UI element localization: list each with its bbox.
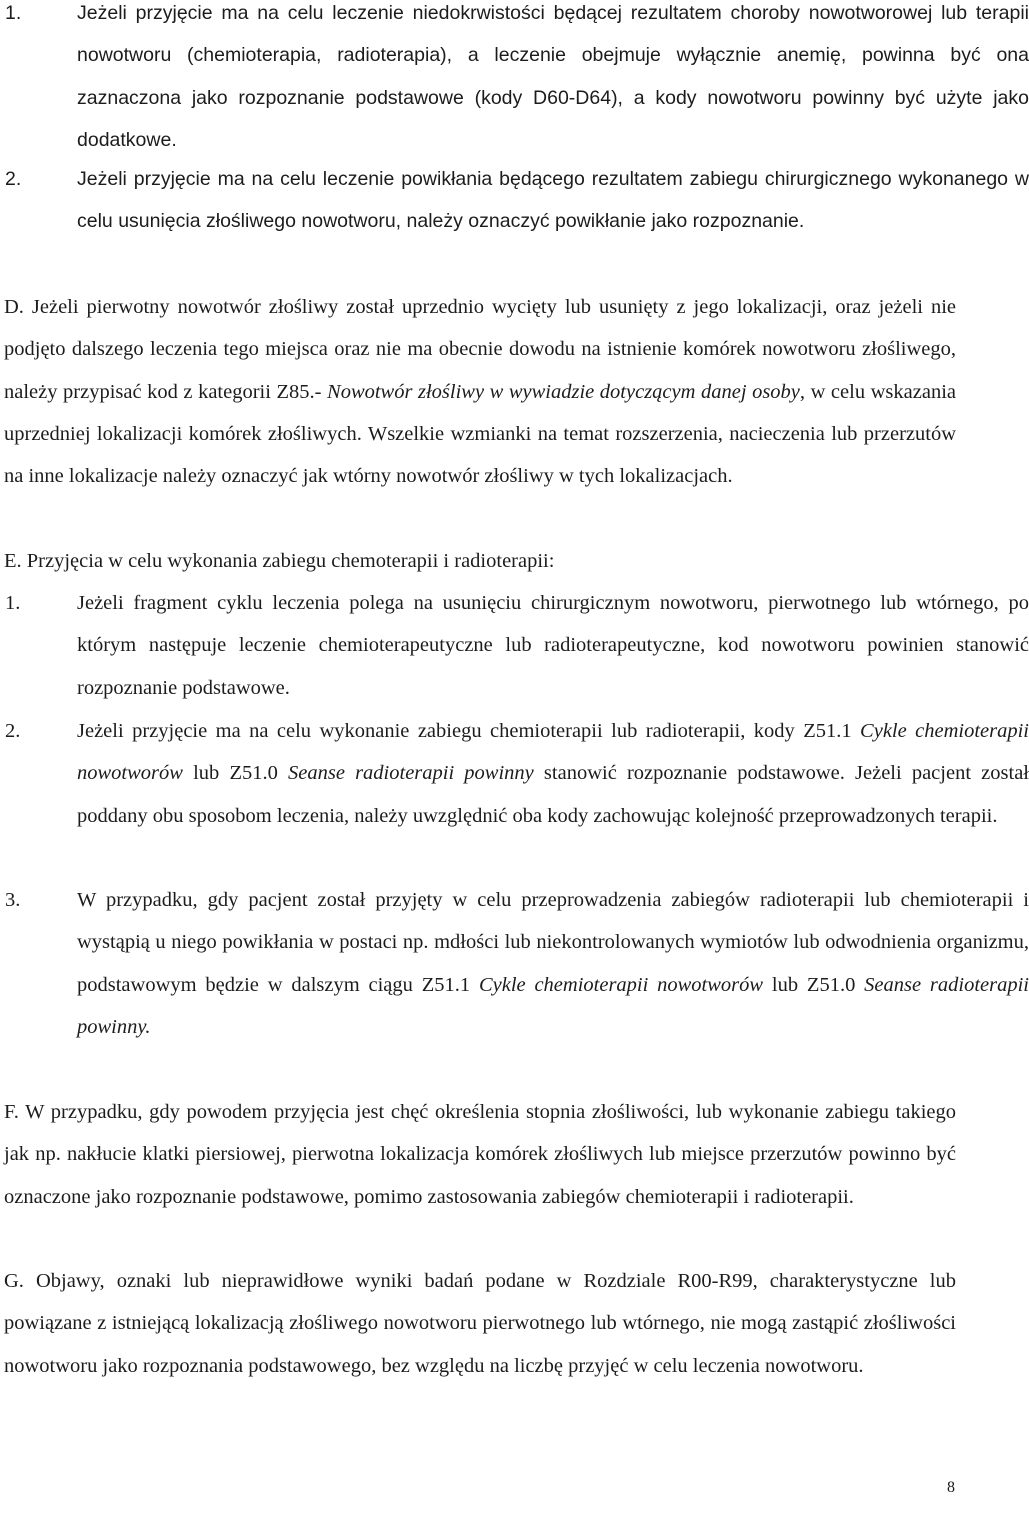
- list-item-e3: [4, 879, 1029, 1048]
- text-run: lub Z51.0: [763, 973, 865, 996]
- italic-text: Cykle chemioterapii nowotworów: [77, 720, 1029, 785]
- list-marker: 3.: [5, 889, 26, 911]
- text-run: F. W przypadku, gdy powodem przyjęcia jest chęć określenia stopnia złośliwości, lub wykonanie zabiegu takiego jak np. nakłucie klatki piersiowej, pierwotna lokalizacja komórek złośliwych lub miejsce przerzutów powinno być oznaczone jako rozpoznanie podstawowe, pomimo zastosowania zabiegów chemioterapii i radioterapii.: [4, 1101, 956, 1208]
- text-run: W przypadku, gdy pacjent został przyjęty w celu przeprowadzenia zabiegów radioterapii lub chemioterapii i wystąpią u niego powikłania w postaci np. mdłości lub niekontrolowanych wymiotów lub odwodnienia organizmu, podstawowym będzie w dalszym ciągu Z51.1: [77, 889, 1029, 996]
- text-run: Jeżeli przyjęcie ma na celu leczenie niedokrwistości będącej rezultatem choroby nowotworowej lub terapii nowotworu (chemioterapia, radioterapia), a leczenie obejmuje wyłącznie anemię, powinna być ona zaznaczona jako rozpoznanie podstawowe (kody D60-D64), a kody nowotworu powinny być użyte jako dodatkowe.: [77, 2, 1029, 151]
- italic-text: Seanse radioterapii powinny.: [77, 973, 1029, 1038]
- text-run: lub Z51.0: [182, 762, 288, 785]
- paragraph-f: [4, 1091, 956, 1218]
- italic-text: Nowotwór złośliwy w wywiadzie dotyczącym danej osoby: [327, 380, 800, 403]
- text-run: E. Przyjęcia w celu wykonania zabiegu chemoterapii i radioterapii:: [4, 550, 555, 572]
- italic-text: Cykle chemioterapii nowotworów: [478, 973, 764, 996]
- page-number: 8: [947, 1479, 955, 1496]
- text-run: Jeżeli fragment cyklu leczenia polega na usunięciu chirurgicznym nowotworu, pierwotnego lub wtórnego, po którym następuje leczenie chemioterapeutyczne lub radioterapeutyczne, kod nowotworu powinien stanowić rozpoznanie podstawowe.: [77, 592, 1029, 699]
- paragraph-g: [4, 1260, 956, 1387]
- list-marker: 2.: [5, 720, 26, 742]
- text-run: D. Jeżeli pierwotny nowotwór złośliwy został uprzednio wycięty lub usunięty z jego lokalizacji, oraz jeżeli nie podjęto dalszego leczenia tego miejsca oraz nie ma obecnie dowodu na istnienie komórek nowotworu złośliwego, należy przypisać kod z kategorii Z85.-: [4, 296, 956, 403]
- text-run: G. Objawy, oznaki lub nieprawidłowe wyniki badań podane w Rozdziale R00-R99, charakterystyczne lub powiązane z istniejącą lokalizacją złośliwego nowotworu pierwotnego lub wtórnego, nie mogą zastąpić złośliwości nowotworu jako rozpoznania podstawowego, bez względu na liczbę przyjęć w celu leczenia nowotworu.: [4, 1270, 956, 1377]
- list-item-e2: [4, 710, 1029, 837]
- list-marker: 1.: [5, 2, 27, 24]
- list-item-c2: [4, 158, 1029, 243]
- italic-text: Seanse radioterapii powinny: [288, 762, 534, 785]
- list-marker: 2.: [5, 168, 27, 190]
- text-run: stanowić rozpoznanie podstawowe. Jeżeli pacjent został poddany obu sposobom leczenia, należy uwzględnić oba kody zachowując kolejność przeprowadzonych terapii.: [77, 762, 1029, 827]
- text-run: Jeżeli przyjęcie ma na celu leczenie powikłania będącego rezultatem zabiegu chirurgicznego wykonanego w celu usunięcia złośliwego nowotworu, należy oznaczyć powikłanie jako rozpoznanie.: [77, 168, 1029, 233]
- list-item-e1: [4, 582, 1029, 709]
- text-run: Jeżeli przyjęcie ma na celu wykonanie zabiegu chemioterapii lub radioterapii, kody Z51.1: [77, 720, 861, 742]
- list-marker: 1.: [5, 592, 26, 614]
- paragraph-d: [4, 286, 956, 497]
- list-item-c1: [4, 0, 1029, 161]
- paragraph-e-heading: [4, 540, 956, 582]
- text-run: , w celu wskazania uprzedniej lokalizacji komórek złośliwych. Wszelkie wzmianki na temat rozszerzenia, nacieczenia lub przerzutów na inne lokalizacje należy oznaczyć jak wtórny nowotwór złośliwy w tych lokalizacjach.: [4, 380, 956, 488]
